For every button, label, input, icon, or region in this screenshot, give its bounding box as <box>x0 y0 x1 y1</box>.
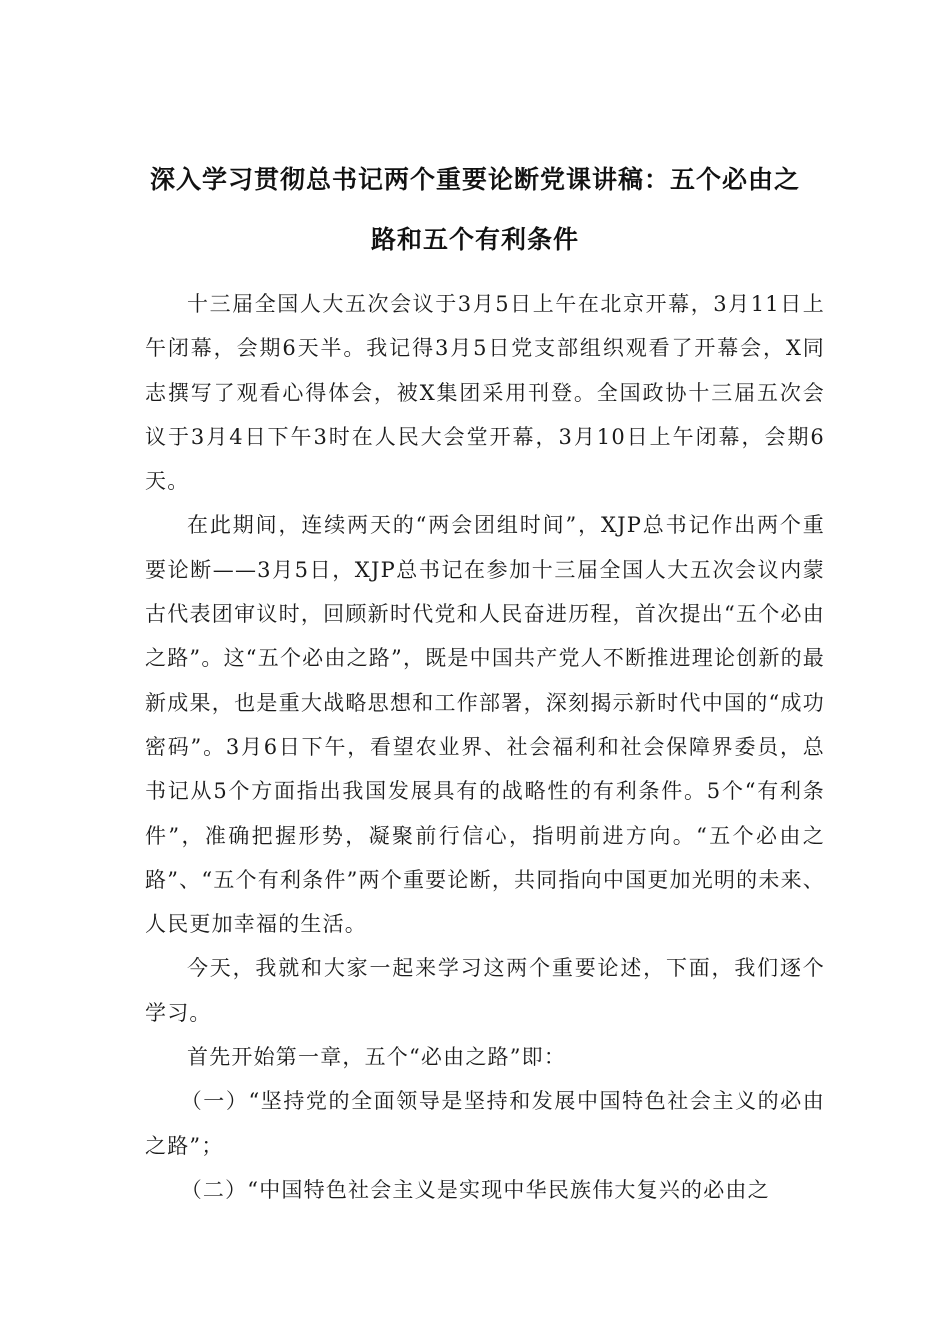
paragraph-chapter-one: 首先开始第一章，五个“必由之路”即： <box>187 1045 567 1070</box>
list-item-one: （一）“坚持党的全面领导是坚持和发展中国特色社会主义的必由之路”； <box>145 1089 825 1158</box>
paragraph-two-judgments: 在此期间，连续两天的“两会团组时间”，XJP总书记作出两个重要论断——3月5日，XJP总书记在参加十三届全国人大五次会议内蒙古代表团审议时，回顾新时代党和人民奋进历程，首次提出“五个必由之路”。这“五个必由之路”，既是中国共产党人不断推进理论创新的最新成果，也是重大战略思想和工作部署，深刻揭示新时代中国的“成功密码”。3月6日下午，看望农业界、社会福利和社会保障界委员，总书记从5个方面指出我国发展具有的战略性的有利条件。5个“有利条件”，准确把握形势，凝聚前行信心，指明前进方向。“五个必由之路”、“五个有利条件”两个重要论断，共同指向中国更加光明的未来、人民更加幸福的生活。 <box>145 513 825 937</box>
document-body <box>145 282 825 1212</box>
document-title <box>140 150 810 270</box>
title-line-2: 路和五个有利条件 <box>370 225 579 254</box>
title-line-1: 深入学习贯彻总书记两个重要论断党课讲稿：五个必由之 <box>149 165 800 194</box>
paragraph-today: 今天，我就和大家一起来学习这两个重要论述，下面，我们逐个学习。 <box>145 956 825 1025</box>
paragraph-npc-session: 十三届全国人大五次会议于3月5日上午在北京开幕，3月11日上午闭幕，会期6天半。我记得3月5日党支部组织观看了开幕会，X同志撰写了观看心得体会，被X集团采用刊登。全国政协十三届五次会议于3月4日下午3时在人民大会堂开幕，3月10日上午闭幕，会期6天。 <box>145 292 825 494</box>
list-item-two: （二）“中国特色社会主义是实现中华民族伟大复兴的必由之 <box>180 1177 770 1202</box>
